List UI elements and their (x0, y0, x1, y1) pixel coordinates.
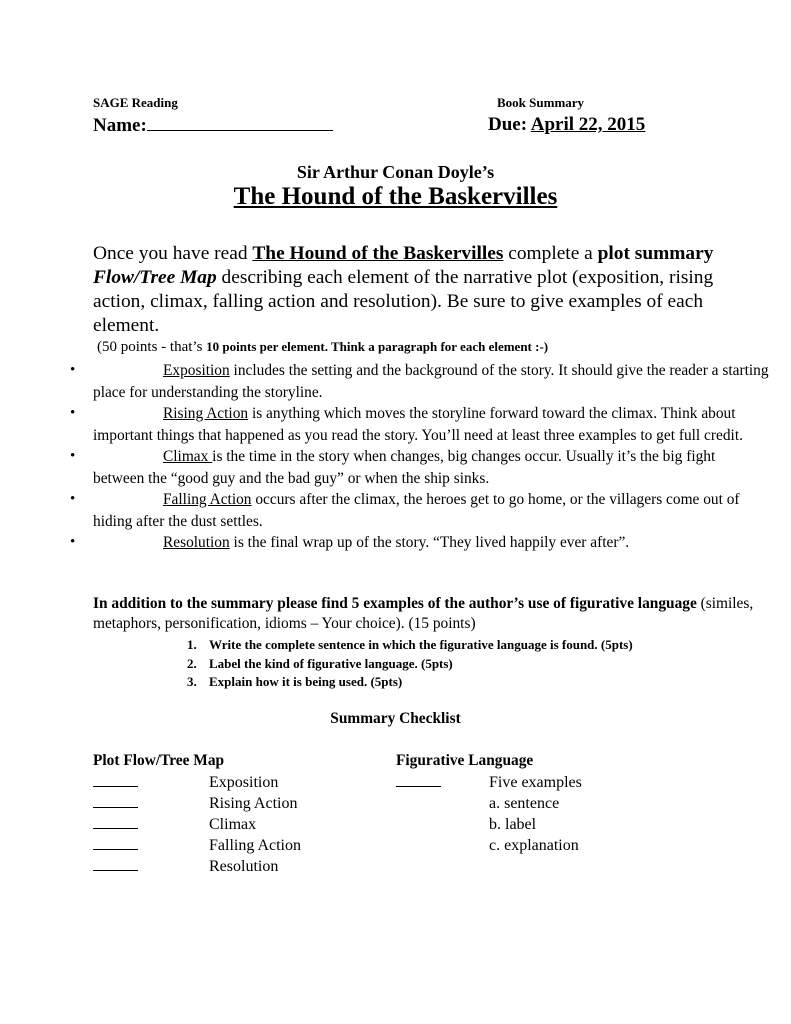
figurative-language-paragraph (93, 594, 773, 634)
list-item (70, 446, 770, 489)
element-term: Rising Action (163, 405, 249, 422)
element-description: is the final wrap up of the story. “They lived happily ever after”. (229, 534, 630, 551)
addition-bold: In addition to the summary please find 5 examples of the author’s use of figurative language (93, 595, 697, 612)
check-blank (396, 772, 441, 787)
element-description: includes the setting and the background of the story. It should give the reader a starting place for understanding the storyline. (93, 362, 769, 401)
instructions-paragraph (93, 242, 763, 338)
list-item (187, 636, 633, 655)
figurative-steps-list (187, 636, 633, 692)
intro-flow-tree-map: Flow/Tree Map (93, 267, 217, 288)
intro-text-2: complete a (503, 243, 598, 264)
step-number: 3. (187, 674, 197, 689)
intro-book-title: The Hound of the Baskervilles (252, 243, 504, 264)
list-item (187, 673, 633, 692)
element-term: Resolution (163, 534, 230, 551)
checklist-item-label: Resolution (209, 858, 279, 875)
bullet-icon: • (70, 405, 76, 421)
list-item (70, 532, 770, 554)
name-label: Name: (93, 115, 147, 136)
checklist-item-label: Climax (209, 816, 257, 833)
checklist-subitem: c. explanation (489, 837, 579, 854)
book-title: The Hound of the Baskervilles (233, 183, 558, 210)
points-note-main: (50 points - that’s (97, 339, 207, 355)
element-term: Climax (163, 448, 213, 465)
points-note-bold: 10 points per element. Think a paragraph for each element :-) (206, 339, 549, 354)
plot-column-heading: Plot Flow/Tree Map (93, 752, 225, 769)
addition-rest: (similes, metaphors, personification, idioms – Your choice). (15 points) (93, 595, 754, 632)
element-term: Falling Action (163, 491, 252, 508)
check-blank (93, 835, 138, 850)
checklist-item-label: Rising Action (209, 795, 298, 812)
intro-text-3: describing each element of the narrative plot (exposition, rising action, climax, falling action and resolution). Be sure to give examples of each element. (93, 267, 714, 336)
checklist-subitem: a. sentence (489, 795, 560, 812)
points-note (97, 339, 548, 356)
due-label: Due: (488, 114, 528, 135)
assignment-type-label: Book Summary (497, 95, 585, 110)
step-text: Explain how it is being used. (5pts) (209, 674, 403, 689)
intro-text-1: Once you have read (93, 243, 253, 264)
due-date: April 22, 2015 (530, 114, 646, 135)
checklist-row (93, 835, 301, 856)
checklist-row (396, 772, 582, 793)
checklist-subitem: b. label (489, 816, 537, 833)
check-blank (93, 856, 138, 871)
list-item (70, 360, 770, 403)
list-item (187, 655, 633, 674)
check-blank (93, 772, 138, 787)
element-description: occurs after the climax, the heroes get to go home, or the villagers come out of hiding after the dust settles. (93, 491, 740, 530)
checklist-item-label: Falling Action (209, 837, 301, 854)
step-text: Label the kind of figurative language. (5pts) (209, 655, 453, 671)
step-text: Write the complete sentence in which the figurative language is found. (5pts) (209, 637, 633, 652)
checklist-item-label: Five examples (489, 774, 582, 791)
intro-plot-summary: plot summary (597, 243, 714, 264)
bullet-icon: • (70, 448, 76, 464)
step-number: 2. (187, 655, 197, 671)
bullet-icon: • (70, 534, 76, 550)
course-label: SAGE Reading (93, 95, 178, 110)
name-line (93, 114, 333, 137)
bullet-icon: • (70, 491, 76, 507)
element-term: Exposition (163, 362, 230, 379)
checklist-title: Summary Checklist (330, 710, 461, 727)
checklist-item-label: Exposition (209, 774, 279, 791)
checklist-row (93, 856, 279, 877)
element-description: is the time in the story when changes, big changes occur. Usually it’s the big fight between the “good guy and the bad guy” or when the ship sinks. (93, 448, 716, 487)
bullet-icon: • (70, 362, 76, 378)
checklist-row (93, 793, 298, 814)
checklist-row (93, 772, 279, 793)
element-description: is anything which moves the storyline forward toward the climax. Think about important things that happened as you read the story. You’ll need at least three examples to get full credit. (93, 405, 743, 444)
author-line: Sir Arthur Conan Doyle’s (296, 162, 495, 182)
check-blank (93, 814, 138, 829)
checklist-row (93, 814, 257, 835)
plot-elements-list (70, 360, 770, 554)
name-blank (147, 114, 333, 131)
step-number: 1. (187, 637, 197, 652)
list-item (70, 403, 770, 446)
list-item (70, 489, 770, 532)
check-blank (93, 793, 138, 808)
due-line (488, 114, 645, 136)
figurative-column-heading: Figurative Language (396, 752, 534, 769)
